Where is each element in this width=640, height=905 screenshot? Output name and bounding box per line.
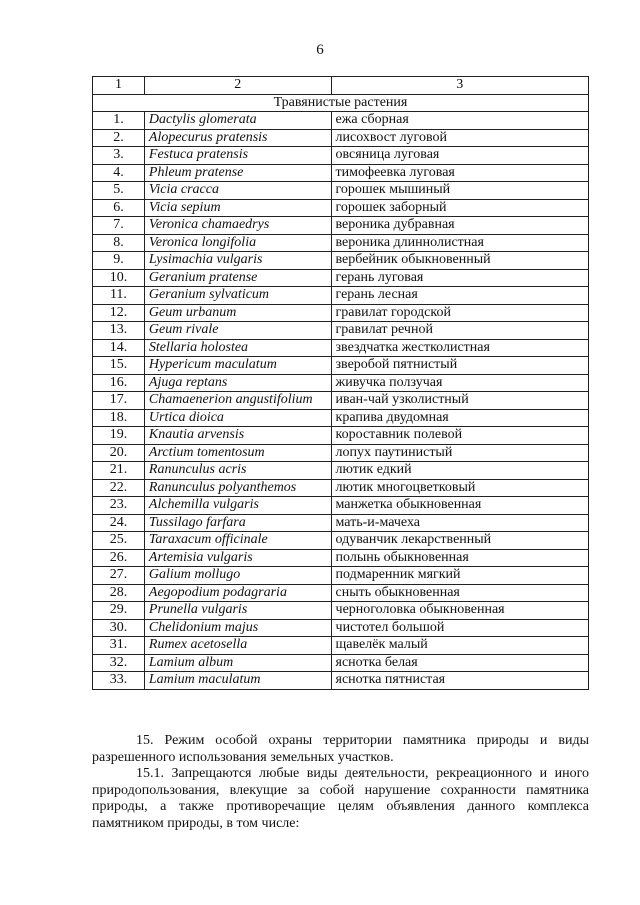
species-russian-name: короставник полевой	[331, 427, 588, 445]
table-row	[93, 199, 589, 217]
species-latin-name: Chamaenerion angustifolium	[144, 392, 331, 410]
table-row	[93, 427, 589, 445]
species-number: 6.	[93, 199, 145, 217]
page-number: 6	[316, 42, 324, 58]
species-latin-name: Lamium maculatum	[144, 672, 331, 690]
species-latin-name: Aegopodium podagraria	[144, 584, 331, 602]
species-number: 24.	[93, 514, 145, 532]
species-russian-name: сныть обыкновенная	[331, 584, 588, 602]
header-col-2: 2	[144, 77, 331, 95]
species-russian-name: тимофеевка луговая	[331, 164, 588, 182]
species-number: 23.	[93, 497, 145, 515]
species-number: 16.	[93, 374, 145, 392]
species-russian-name: герань лесная	[331, 287, 588, 305]
species-number: 9.	[93, 252, 145, 270]
species-russian-name: яснотка пятнистая	[331, 672, 588, 690]
table-row	[93, 392, 589, 410]
species-number: 27.	[93, 567, 145, 585]
table-row	[93, 497, 589, 515]
species-russian-name: щавелёк малый	[331, 637, 588, 655]
species-russian-name: горошек мышиный	[331, 182, 588, 200]
species-number: 32.	[93, 654, 145, 672]
body-text	[92, 733, 589, 832]
header-col-3: 3	[331, 77, 588, 95]
species-number: 15.	[93, 357, 145, 375]
species-latin-name: Lysimachia vulgaris	[144, 252, 331, 270]
species-latin-name: Hypericum maculatum	[144, 357, 331, 375]
species-number: 18.	[93, 409, 145, 427]
species-russian-name: вербейник обыкновенный	[331, 252, 588, 270]
table-row	[93, 637, 589, 655]
table-row	[93, 269, 589, 287]
table-row	[93, 234, 589, 252]
species-russian-name: полынь обыкновенная	[331, 549, 588, 567]
species-russian-name: ежа сборная	[331, 112, 588, 130]
table-row	[93, 584, 589, 602]
species-latin-name: Veronica longifolia	[144, 234, 331, 252]
species-number: 31.	[93, 637, 145, 655]
species-latin-name: Geranium pratense	[144, 269, 331, 287]
table-row	[93, 287, 589, 305]
species-number: 11.	[93, 287, 145, 305]
species-number: 22.	[93, 479, 145, 497]
species-latin-name: Chelidonium majus	[144, 619, 331, 637]
table-row	[93, 567, 589, 585]
species-latin-name: Ranunculus polyanthemos	[144, 479, 331, 497]
species-number: 10.	[93, 269, 145, 287]
species-latin-name: Phleum pratense	[144, 164, 331, 182]
species-number: 14.	[93, 339, 145, 357]
species-latin-name: Taraxacum officinale	[144, 532, 331, 550]
species-russian-name: гравилат городской	[331, 304, 588, 322]
species-russian-name: лютик едкий	[331, 462, 588, 480]
species-latin-name: Ajuga reptans	[144, 374, 331, 392]
table-row	[93, 339, 589, 357]
table-row	[93, 252, 589, 270]
species-latin-name: Urtica dioica	[144, 409, 331, 427]
species-number: 4.	[93, 164, 145, 182]
species-russian-name: лопух паутинистый	[331, 444, 588, 462]
table-row	[93, 672, 589, 690]
species-number: 30.	[93, 619, 145, 637]
table-row	[93, 549, 589, 567]
species-russian-name: подмаренник мягкий	[331, 567, 588, 585]
species-russian-name: вероника длиннолистная	[331, 234, 588, 252]
species-russian-name: гравилат речной	[331, 322, 588, 340]
species-latin-name: Alopecurus pratensis	[144, 129, 331, 147]
species-russian-name: лисохвост луговой	[331, 129, 588, 147]
paragraph-15: 15. Режим особой охраны территории памятника природы и виды разрешенного использования земельных участков.	[92, 733, 589, 765]
species-number: 13.	[93, 322, 145, 340]
species-number: 28.	[93, 584, 145, 602]
species-table-body	[93, 112, 589, 690]
species-latin-name: Geum urbanum	[144, 304, 331, 322]
species-russian-name: живучка ползучая	[331, 374, 588, 392]
species-russian-name: яснотка белая	[331, 654, 588, 672]
species-russian-name: лютик многоцветковый	[331, 479, 588, 497]
species-latin-name: Festuca pratensis	[144, 147, 331, 165]
species-russian-name: черноголовка обыкновенная	[331, 602, 588, 620]
species-number: 21.	[93, 462, 145, 480]
paragraph-15-1: 15.1. Запрещаются любые виды деятельности, рекреационного и иного природопользования, влекущие за собой нарушение сохранности памятника природы, а также противоречащие целям объявления данного комплекса памятником природы, в том числе:	[92, 766, 589, 831]
species-latin-name: Artemisia vulgaris	[144, 549, 331, 567]
species-number: 1.	[93, 112, 145, 130]
species-number: 5.	[93, 182, 145, 200]
table-row	[93, 164, 589, 182]
species-latin-name: Ranunculus acris	[144, 462, 331, 480]
section-row	[93, 94, 589, 112]
table-row	[93, 357, 589, 375]
table-row	[93, 654, 589, 672]
species-russian-name: манжетка обыкновенная	[331, 497, 588, 515]
species-latin-name: Vicia cracca	[144, 182, 331, 200]
table-row	[93, 602, 589, 620]
species-russian-name: крапива двудомная	[331, 409, 588, 427]
species-russian-name: звездчатка жестколистная	[331, 339, 588, 357]
section-title: Травянистые растения	[93, 94, 589, 112]
species-number: 12.	[93, 304, 145, 322]
table-row	[93, 322, 589, 340]
header-col-1: 1	[93, 77, 145, 95]
species-latin-name: Vicia sepium	[144, 199, 331, 217]
species-number: 19.	[93, 427, 145, 445]
species-number: 3.	[93, 147, 145, 165]
species-russian-name: вероника дубравная	[331, 217, 588, 235]
species-russian-name: чистотел большой	[331, 619, 588, 637]
table-row	[93, 374, 589, 392]
species-latin-name: Dactylis glomerata	[144, 112, 331, 130]
table-row	[93, 532, 589, 550]
species-russian-name: иван-чай узколистный	[331, 392, 588, 410]
table-row	[93, 147, 589, 165]
species-number: 7.	[93, 217, 145, 235]
species-table	[92, 76, 589, 690]
table-row	[93, 182, 589, 200]
species-latin-name: Arctium tomentosum	[144, 444, 331, 462]
species-latin-name: Knautia arvensis	[144, 427, 331, 445]
table-row	[93, 462, 589, 480]
table-row	[93, 514, 589, 532]
table-row	[93, 619, 589, 637]
species-russian-name: одуванчик лекарственный	[331, 532, 588, 550]
species-number: 2.	[93, 129, 145, 147]
table-row	[93, 304, 589, 322]
species-number: 26.	[93, 549, 145, 567]
species-number: 8.	[93, 234, 145, 252]
table-row	[93, 409, 589, 427]
species-latin-name: Prunella vulgaris	[144, 602, 331, 620]
species-russian-name: овсяница луговая	[331, 147, 588, 165]
species-latin-name: Geranium sylvaticum	[144, 287, 331, 305]
species-number: 33.	[93, 672, 145, 690]
species-latin-name: Alchemilla vulgaris	[144, 497, 331, 515]
species-russian-name: герань луговая	[331, 269, 588, 287]
species-latin-name: Stellaria holostea	[144, 339, 331, 357]
table-row	[93, 479, 589, 497]
species-russian-name: мать-и-мачеха	[331, 514, 588, 532]
species-number: 20.	[93, 444, 145, 462]
species-latin-name: Tussilago farfara	[144, 514, 331, 532]
species-number: 25.	[93, 532, 145, 550]
table-header-row	[93, 77, 589, 95]
table-row	[93, 217, 589, 235]
table-row	[93, 112, 589, 130]
species-latin-name: Veronica chamaedrys	[144, 217, 331, 235]
species-number: 17.	[93, 392, 145, 410]
species-russian-name: горошек заборный	[331, 199, 588, 217]
species-latin-name: Rumex acetosella	[144, 637, 331, 655]
species-latin-name: Galium mollugo	[144, 567, 331, 585]
table-row	[93, 444, 589, 462]
table-row	[93, 129, 589, 147]
species-latin-name: Geum rivale	[144, 322, 331, 340]
species-number: 29.	[93, 602, 145, 620]
species-russian-name: зверобой пятнистый	[331, 357, 588, 375]
species-latin-name: Lamium album	[144, 654, 331, 672]
